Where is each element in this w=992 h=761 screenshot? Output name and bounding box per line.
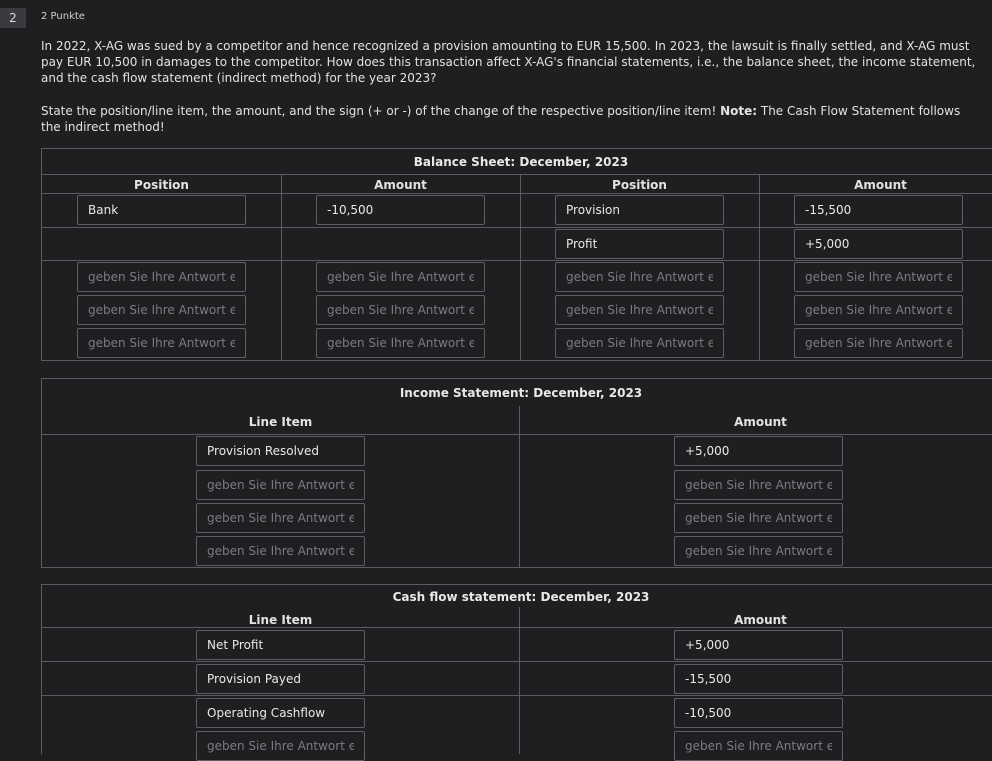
cash-flow-title: Cash flow statement: December, 2023 xyxy=(392,590,650,604)
bs-row2-amount-right-input[interactable] xyxy=(794,229,963,259)
cf-row1-item-input[interactable] xyxy=(196,630,365,660)
points-label: 2 Punkte xyxy=(41,11,85,22)
is-row4-amount-input[interactable] xyxy=(674,536,843,566)
balance-sheet-title: Balance Sheet: December, 2023 xyxy=(413,155,629,169)
bs-row5-position-left-input[interactable] xyxy=(77,328,246,358)
bs-row1-amount-left-input[interactable] xyxy=(316,195,485,225)
bs-row5-amount-left-input[interactable] xyxy=(316,328,485,358)
divider xyxy=(42,174,992,175)
cf-row4-item-input[interactable] xyxy=(196,731,365,761)
col-header-amount-right: Amount xyxy=(854,178,907,192)
bs-row1-position-left-input[interactable] xyxy=(77,195,246,225)
is-row1-amount-input[interactable] xyxy=(674,436,843,466)
cash-flow-section xyxy=(41,584,992,754)
income-statement-section xyxy=(41,378,992,568)
is-row3-item-input[interactable] xyxy=(196,503,365,533)
bs-row1-amount-right-input[interactable] xyxy=(794,195,963,225)
cf-row3-item-input[interactable] xyxy=(196,698,365,728)
divider xyxy=(42,695,992,696)
question-text: In 2022, X-AG was sued by a competitor and hence recognized a provision amounting to EUR 15,500. In 2023, the lawsuit is finally settled, and X-AG must pay EUR 10,500 in damages to the competitor. How does this transaction affect X-AG's financial statements, i.e., the balance sheet, the income statement, and the cash flow statement (indirect method) for the year 2023? xyxy=(41,39,976,85)
cf-row2-amount-input[interactable] xyxy=(674,664,843,694)
is-row4-item-input[interactable] xyxy=(196,536,365,566)
divider xyxy=(520,174,521,360)
is-row2-item-input[interactable] xyxy=(196,470,365,500)
bs-row4-position-right-input[interactable] xyxy=(555,295,724,325)
divider xyxy=(519,406,520,567)
col-header-position-left: Position xyxy=(134,178,189,192)
col-header-amount: Amount xyxy=(734,415,787,429)
divider xyxy=(42,193,992,194)
is-row1-item-input[interactable] xyxy=(196,436,365,466)
bs-row1-position-right-input[interactable] xyxy=(555,195,724,225)
instruction-main: State the position/line item, the amount, and the sign (+ or -) of the change of the respective position/line item! xyxy=(41,104,721,118)
divider xyxy=(42,627,992,628)
divider xyxy=(759,174,760,360)
col-header-amount-left: Amount xyxy=(374,178,427,192)
divider xyxy=(281,174,282,360)
instruction-text xyxy=(41,103,981,135)
bs-row4-position-left-input[interactable] xyxy=(77,295,246,325)
bs-row4-amount-right-input[interactable] xyxy=(794,295,963,325)
col-header-line-item: Line Item xyxy=(248,613,313,627)
cf-row2-item-input[interactable] xyxy=(196,664,365,694)
bs-row4-amount-left-input[interactable] xyxy=(316,295,485,325)
col-header-line-item: Line Item xyxy=(248,415,313,429)
divider xyxy=(42,434,992,435)
divider xyxy=(42,260,992,261)
divider xyxy=(42,661,992,662)
divider xyxy=(42,227,992,228)
question-prompt xyxy=(41,38,981,152)
is-row2-amount-input[interactable] xyxy=(674,470,843,500)
bs-row3-amount-right-input[interactable] xyxy=(794,262,963,292)
divider xyxy=(519,607,520,754)
bs-row3-position-right-input[interactable] xyxy=(555,262,724,292)
balance-sheet-section xyxy=(41,148,992,361)
col-header-amount: Amount xyxy=(734,613,787,627)
question-number: 2 xyxy=(0,8,26,28)
bs-row5-position-right-input[interactable] xyxy=(555,328,724,358)
cf-row4-amount-input[interactable] xyxy=(674,731,843,761)
bs-row2-position-right-input[interactable] xyxy=(555,229,724,259)
is-row3-amount-input[interactable] xyxy=(674,503,843,533)
income-statement-title: Income Statement: December, 2023 xyxy=(399,386,643,400)
note-label: Note: xyxy=(720,104,758,118)
col-header-position-right: Position xyxy=(612,178,667,192)
bs-row5-amount-right-input[interactable] xyxy=(794,328,963,358)
bs-row3-position-left-input[interactable] xyxy=(77,262,246,292)
cf-row3-amount-input[interactable] xyxy=(674,698,843,728)
cf-row1-amount-input[interactable] xyxy=(674,630,843,660)
note-text: The Cash Flow Statement follows the indirect method! xyxy=(41,104,961,134)
bs-row3-amount-left-input[interactable] xyxy=(316,262,485,292)
